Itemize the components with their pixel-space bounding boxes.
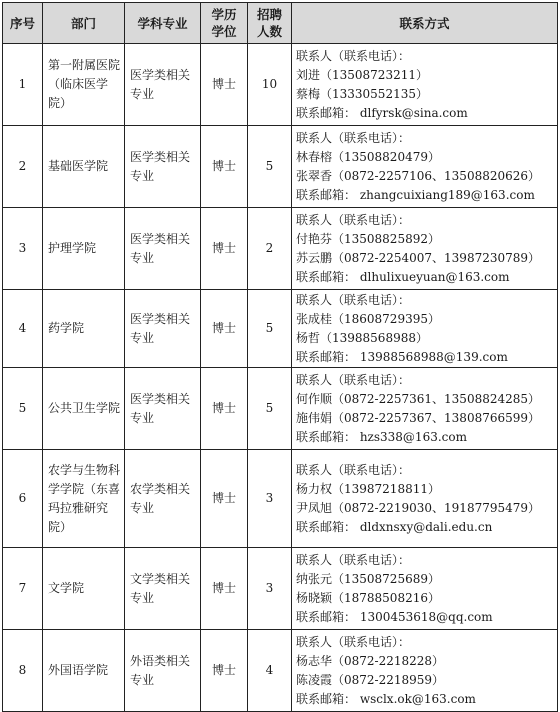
row-major: 外语类相关专业 [125, 630, 201, 712]
row-major: 农学类相关专业 [125, 450, 201, 548]
contact-person: 陈凌霞（0872-2218959） [296, 672, 445, 687]
row-degree: 博士 [201, 44, 248, 126]
contact-email: 联系邮箱： hzs338@163.com [296, 429, 467, 444]
contact-person: 杨力权（13987218811） [296, 481, 440, 496]
row-degree: 博士 [201, 630, 248, 712]
contact-label: 联系人（联系电话）： [296, 292, 411, 307]
contact-email: 联系邮箱： dlfyrsk@sina.com [296, 105, 468, 120]
row-contact [292, 368, 558, 450]
row-department: 外国语学院 [43, 630, 125, 712]
table-row [3, 368, 558, 450]
contact-label: 联系人（联系电话）： [296, 212, 411, 227]
table-row [3, 450, 558, 548]
contact-email: 联系邮箱： wsclx.ok@163.com [296, 691, 476, 706]
contact-person: 纳张元（13508725689） [296, 571, 440, 586]
table-row [3, 208, 558, 290]
row-index: 1 [3, 44, 43, 126]
row-index: 2 [3, 126, 43, 208]
row-department: 药学院 [43, 290, 125, 368]
row-count: 3 [248, 548, 292, 630]
row-contact [292, 208, 558, 290]
row-contact [292, 44, 558, 126]
header-recruit-count: 招聘人数 [248, 3, 292, 44]
row-count: 2 [248, 208, 292, 290]
contact-label: 联系人（联系电话）： [296, 48, 411, 63]
table-row [3, 630, 558, 712]
row-contact [292, 290, 558, 368]
contact-person: 杨哲（13988568988） [296, 330, 428, 345]
row-index: 6 [3, 450, 43, 548]
row-degree: 博士 [201, 208, 248, 290]
row-contact [292, 126, 558, 208]
contact-person: 张成桂（18608729395） [296, 311, 440, 326]
row-department: 公共卫生学院 [43, 368, 125, 450]
row-index: 8 [3, 630, 43, 712]
contact-person: 杨志华（0872-2218228） [296, 653, 445, 668]
row-contact [292, 548, 558, 630]
header-contact: 联系方式 [292, 3, 558, 44]
header-row [3, 3, 558, 44]
row-department: 文学院 [43, 548, 125, 630]
header-degree: 学历学位 [201, 3, 248, 44]
recruitment-table [2, 2, 558, 712]
row-count: 5 [248, 126, 292, 208]
row-index: 5 [3, 368, 43, 450]
contact-label: 联系人（联系电话）： [296, 634, 411, 649]
row-count: 5 [248, 368, 292, 450]
table-row [3, 126, 558, 208]
contact-person: 林春榕（13508820479） [296, 149, 440, 164]
contact-person: 张翠香（0872-2257106、13508820626） [296, 168, 541, 183]
row-major: 医学类相关专业 [125, 126, 201, 208]
row-major: 文学类相关专业 [125, 548, 201, 630]
row-major: 医学类相关专业 [125, 44, 201, 126]
row-degree: 博士 [201, 368, 248, 450]
contact-person: 蔡梅（13330552135） [296, 86, 428, 101]
row-department: 护理学院 [43, 208, 125, 290]
row-degree: 博士 [201, 450, 248, 548]
row-degree: 博士 [201, 290, 248, 368]
header-department: 部门 [43, 3, 125, 44]
contact-label: 联系人（联系电话）： [296, 372, 411, 387]
contact-person: 刘进（13508723211） [296, 67, 428, 82]
contact-label: 联系人（联系电话）： [296, 130, 411, 145]
row-department: 第一附属医院（临床医学院） [43, 44, 125, 126]
contact-person: 施伟娟（0872-2257367、13808766599） [296, 410, 541, 425]
row-contact [292, 450, 558, 548]
contact-person: 何作顺（0872-2257361、13508824285） [296, 391, 541, 406]
row-degree: 博士 [201, 548, 248, 630]
row-count: 5 [248, 290, 292, 368]
row-department: 基础医学院 [43, 126, 125, 208]
row-contact [292, 630, 558, 712]
row-major: 医学类相关专业 [125, 208, 201, 290]
row-major: 医学类相关专业 [125, 290, 201, 368]
header-index: 序号 [3, 3, 43, 44]
row-index: 4 [3, 290, 43, 368]
contact-email: 联系邮箱： dldxnsxy@dali.edu.cn [296, 519, 493, 534]
contact-email: 联系邮箱： 13988568988@139.com [296, 349, 508, 364]
contact-person: 杨晓颖（18788508216） [296, 590, 440, 605]
contact-email: 联系邮箱： zhangcuixiang189@163.com [296, 187, 535, 202]
contact-email: 联系邮箱： 1300453618@qq.com [296, 609, 493, 624]
row-index: 3 [3, 208, 43, 290]
table-row [3, 44, 558, 126]
row-count: 3 [248, 450, 292, 548]
table-row [3, 290, 558, 368]
contact-person: 付艳芬（13508825892） [296, 231, 440, 246]
row-department: 农学与生物科学学院（东喜玛拉雅研究院） [43, 450, 125, 548]
row-count: 4 [248, 630, 292, 712]
row-index: 7 [3, 548, 43, 630]
row-degree: 博士 [201, 126, 248, 208]
table-row [3, 548, 558, 630]
contact-label: 联系人（联系电话）： [296, 462, 411, 477]
row-major: 医学类相关专业 [125, 368, 201, 450]
contact-email: 联系邮箱： dlhulixueyuan@163.com [296, 269, 510, 284]
contact-person: 尹凤旭（0872-2219030、19187795479） [296, 500, 541, 515]
row-count: 10 [248, 44, 292, 126]
contact-person: 苏云鹏（0872-2254007、13987230789） [296, 250, 541, 265]
header-major: 学科专业 [125, 3, 201, 44]
contact-label: 联系人（联系电话）： [296, 552, 411, 567]
